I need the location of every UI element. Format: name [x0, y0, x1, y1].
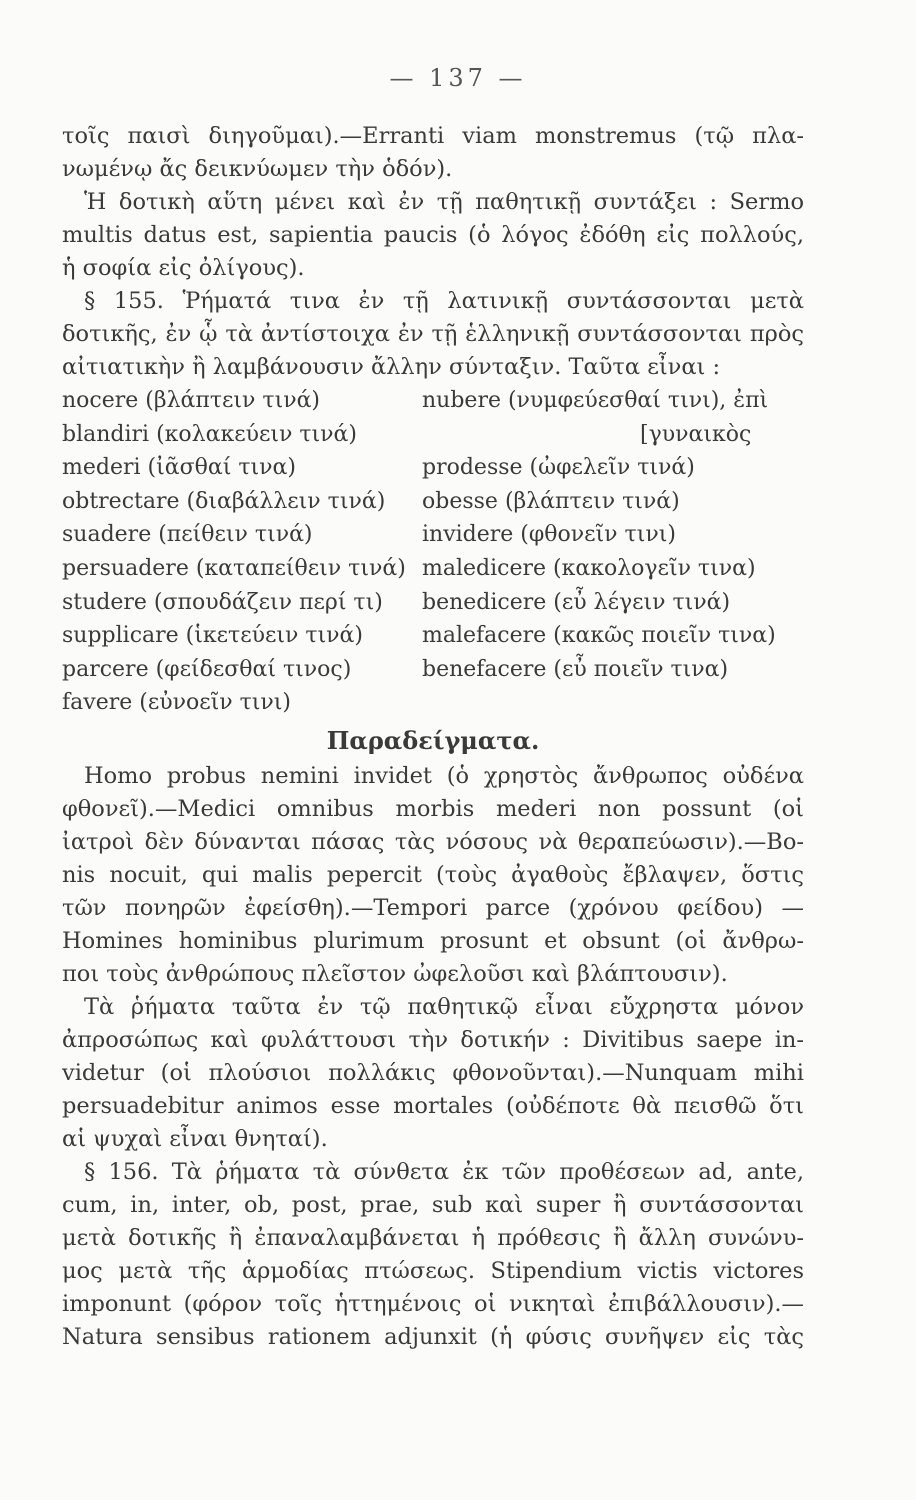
text-line: αἱ ψυχαὶ εἶναι θνηταί).: [62, 1125, 328, 1152]
verb-right: benefacere (εὖ ποιεῖν τινα): [422, 656, 729, 682]
paragraph: [62, 120, 804, 186]
verb-right: benedicere (εὖ λέγειν τινά): [422, 589, 731, 615]
page-body: [62, 120, 804, 1354]
paragraph: [62, 186, 804, 285]
text-line: νωμένῳ ἄς δεικνύωμεν τὴν ὁδόν).: [62, 156, 453, 182]
text-line: § 155. Ῥήματά τινα ἐν τῇ λατινικῇ συντάσσονται μετὰ: [84, 288, 804, 314]
text-line: ἀπροσώπως καὶ φυλάττουσι τὴν δοτικήν : Divitibus saepe in-: [62, 1026, 804, 1053]
text-line: Homo probus nemini invidet (ὁ χρηστὸς ἄνθρωπος οὐδένα: [84, 762, 804, 789]
paragraph: [62, 760, 804, 991]
text-line: Homines hominibus plurimum prosunt et obsunt (οἱ ἄνθρω-: [62, 927, 804, 954]
verb-left: supplicare (ἱκετεύειν τινά): [62, 623, 363, 649]
verb-row: [62, 384, 804, 418]
text-line: Τὰ ῥήματα ταῦτα ἐν τῷ παθητικῷ εἶναι εὔχρηστα μόνον: [84, 993, 804, 1020]
text-line: nis nocuit, qui malis pepercit (τοὺς ἀγαθοὺς ἔβλαψεν, ὅστις: [62, 861, 804, 888]
text-line: Ἡ δοτικὴ αὕτη μένει καὶ ἐν τῇ παθητικῇ συντάξει : Sermo: [84, 189, 804, 215]
verb-right: obesse (βλάπτειν τινά): [422, 488, 680, 514]
verb-left: suadere (πείθειν τινά): [62, 522, 313, 548]
verb-row: [62, 485, 804, 519]
text-line: μος μετὰ τῆς ἁρμοδίας πτώσεως. Stipendium victis victores: [62, 1257, 804, 1284]
text-line: Natura sensibus rationem adjunxit (ἡ φύσις συνῆψεν εἰς τὰς: [62, 1323, 804, 1350]
verb-left: obtrectare (διαβάλλειν τινά): [62, 488, 386, 514]
text-line: δοτικῆς, ἐν ᾧ τὰ ἀντίστοιχα ἐν τῇ ἑλληνικῇ συντάσσονται πρὸς: [62, 321, 804, 347]
paragraph: [62, 991, 804, 1156]
verb-left: favere (εὐνοεῖν τινι): [62, 690, 291, 716]
text-line: imponunt (φόρον τοῖς ἡττημένοις οἱ νικηταὶ ἐπιβάλλουσιν).—: [62, 1290, 804, 1317]
verb-row: [62, 552, 804, 586]
verb-row: [62, 451, 804, 485]
paragraph: [62, 285, 804, 384]
verb-row: [62, 586, 804, 620]
verb-list: [62, 384, 804, 720]
text-line: § 156. Τὰ ῥήματα τὰ σύνθετα ἐκ τῶν προθέσεων ad, ante,: [84, 1158, 804, 1185]
section-heading: Παραδείγματα.: [326, 725, 540, 755]
text-line: τῶν πονηρῶν ἐφείσθη).—Tempori parce (χρόνου φείδου) —: [62, 894, 804, 921]
paragraph: [62, 1156, 804, 1354]
text-line: τοῖς παισὶ διηγοῦμαι).—Erranti viam monstremus (τῷ πλα-: [62, 123, 804, 149]
verb-right: invidere (φθονεῖν τινι): [422, 522, 676, 548]
verb-left: studere (σπουδάζειν περί τι): [62, 589, 383, 615]
text-line: multis datus est, sapientia paucis (ὁ λόγος ἐδόθη εἰς πολλούς,: [62, 222, 804, 248]
text-line: videtur (οἱ πλούσιοι πολλάκις φθονοῦνται).—Nunquam mihi: [62, 1059, 804, 1086]
text-line: ποι τοὺς ἀνθρώπους πλεῖστον ὠφελοῦσι καὶ βλάπτουσιν).: [62, 960, 728, 987]
verb-row: [62, 653, 804, 687]
verb-left: blandiri (κολακεύειν τινά): [62, 421, 357, 447]
verb-row: [62, 418, 804, 452]
text-line: φθονεῖ).—Medici omnibus morbis mederi non possunt (οἱ: [62, 795, 804, 822]
verb-row: [62, 619, 804, 653]
verb-row: [62, 518, 804, 552]
text-line: persuadebitur animos esse mortales (οὐδέποτε θὰ πεισθῶ ὅτι: [62, 1092, 804, 1119]
verb-right: maledicere (κακολογεῖν τινα): [422, 555, 756, 581]
verb-right: nubere (νυμφεύεσθαί τινι), ἐπὶ: [422, 388, 769, 413]
verb-right: prodesse (ὠφελεῖν τινά): [422, 455, 695, 481]
verb-right: malefacere (κακῶς ποιεῖν τινα): [422, 623, 776, 649]
text-line: ἰατροὶ δὲν δύνανται πάσας τὰς νόσους νὰ θεραπεύωσιν).—Bo-: [62, 828, 804, 855]
text-line: αἰτιατικὴν ἢ λαμβάνουσιν ἄλλην σύνταξιν. Ταῦτα εἶναι :: [62, 354, 721, 380]
verb-left: parcere (φείδεσθαί τινος): [62, 656, 352, 682]
verb-left: mederi (ἰᾶσθαί τινα): [62, 455, 296, 481]
text-line: ἡ σοφία εἰς ὀλίγους).: [62, 255, 305, 281]
verb-right: [γυναικὸς: [640, 421, 752, 447]
verb-left: nocere (βλάπτειν τινά): [62, 388, 321, 413]
verb-row: [62, 686, 804, 720]
text-line: cum, in, inter, ob, post, prae, sub καὶ super ἢ συντάσσονται: [62, 1191, 804, 1218]
verb-left: persuadere (καταπείθειν τινά): [62, 555, 406, 581]
page-number: — 137 —: [389, 64, 527, 92]
text-line: μετὰ δοτικῆς ἢ ἐπαναλαμβάνεται ἡ πρόθεσις ἢ ἄλλη συνώνυ-: [62, 1224, 804, 1251]
